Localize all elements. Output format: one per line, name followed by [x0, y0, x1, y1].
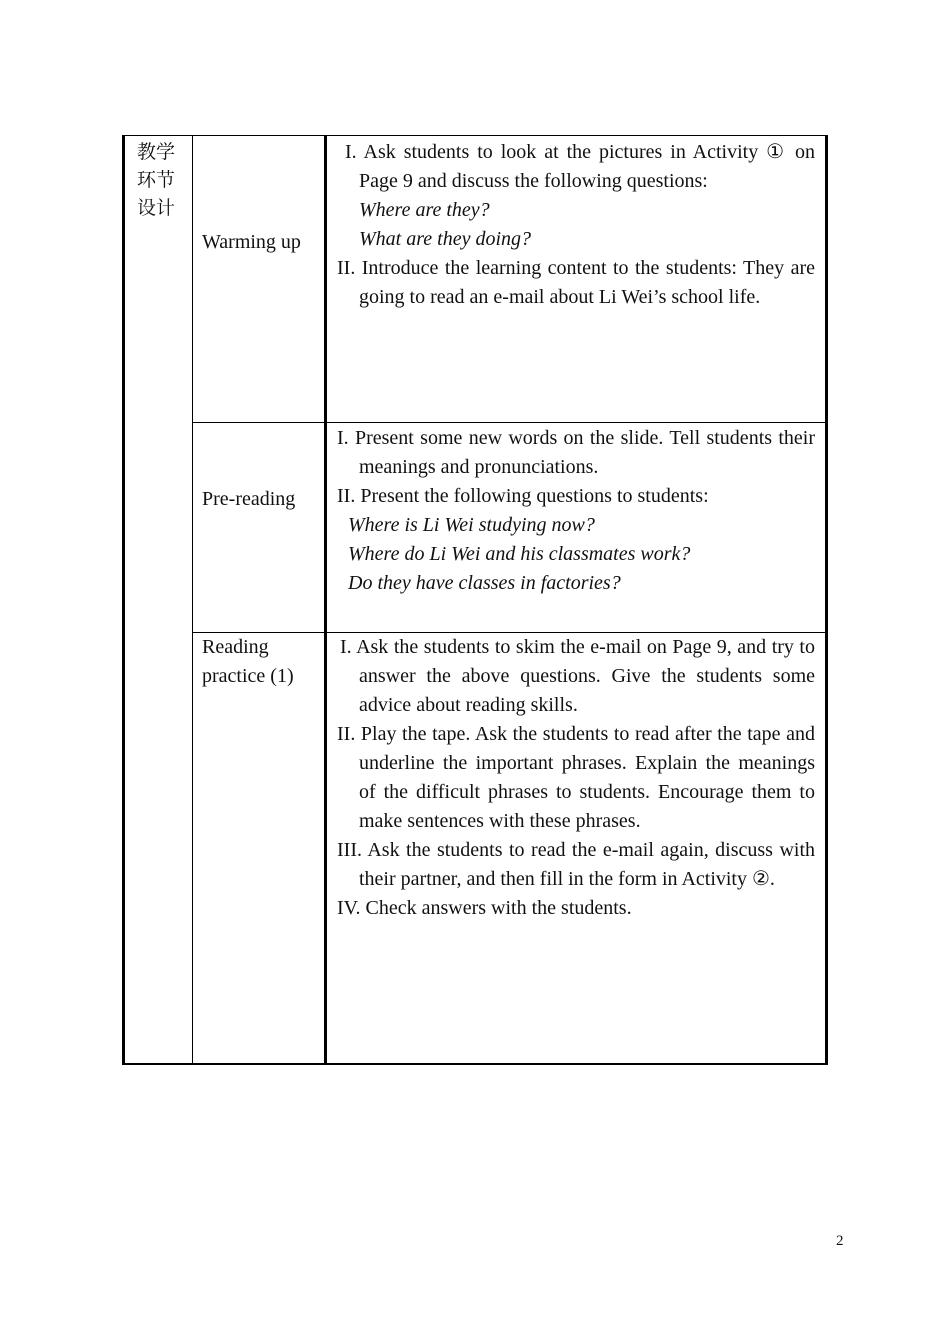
question-item: Do they have classes in factories?: [348, 572, 621, 594]
list-item: II. Play the tape. Ask the students to read after the tape and underline the important phrases. Explain the meanings of the difficult phrases to students. Encourage them to make sentences with these phrases.: [337, 723, 815, 832]
question-item: Where is Li Wei studying now?: [348, 514, 595, 536]
section-body-cell: [326, 633, 827, 1064]
section-name: Pre-reading: [202, 488, 296, 510]
question-item: Where are they?: [359, 199, 490, 221]
question-item: What are they doing?: [359, 228, 532, 250]
section-body-cell: [326, 136, 827, 423]
list-item: I. Ask students to look at the pictures in Activity ① on Page 9 and discuss the following questions:: [345, 141, 815, 192]
question-item: Where do Li Wei and his classmates work?: [348, 543, 691, 565]
section-name-cell: [193, 136, 326, 423]
table-row-pre-reading: [124, 423, 827, 633]
list-item: I. Ask the students to skim the e-mail on Page 9, and try to answer the above questions. Give the students some advice about reading skills.: [340, 636, 815, 716]
page-number: 2: [836, 1233, 844, 1249]
section-name: Reading practice (1): [202, 636, 294, 687]
section-name: Warming up: [202, 231, 301, 253]
table-row-reading-practice: [124, 633, 827, 1064]
section-name-cell: [193, 423, 326, 633]
list-item: I. Present some new words on the slide. Tell students their meanings and pronunciations.: [337, 427, 815, 478]
section-name-cell: [193, 633, 326, 1064]
list-item: III. Ask the students to read the e-mail again, discuss with their partner, and then fill in the form in Activity ②.: [337, 839, 815, 890]
lesson-plan-table: [122, 135, 828, 1065]
stage-label: 教学环节设计: [137, 141, 176, 219]
list-item: II. Introduce the learning content to the students: They are going to read an e-mail about Li Wei’s school life.: [337, 257, 815, 308]
section-body-cell: [326, 423, 827, 633]
stage-cell: [124, 136, 193, 1064]
list-item: II. Present the following questions to students:: [337, 485, 709, 507]
table-row-warming-up: [124, 136, 827, 423]
list-item: IV. Check answers with the students.: [337, 897, 632, 919]
